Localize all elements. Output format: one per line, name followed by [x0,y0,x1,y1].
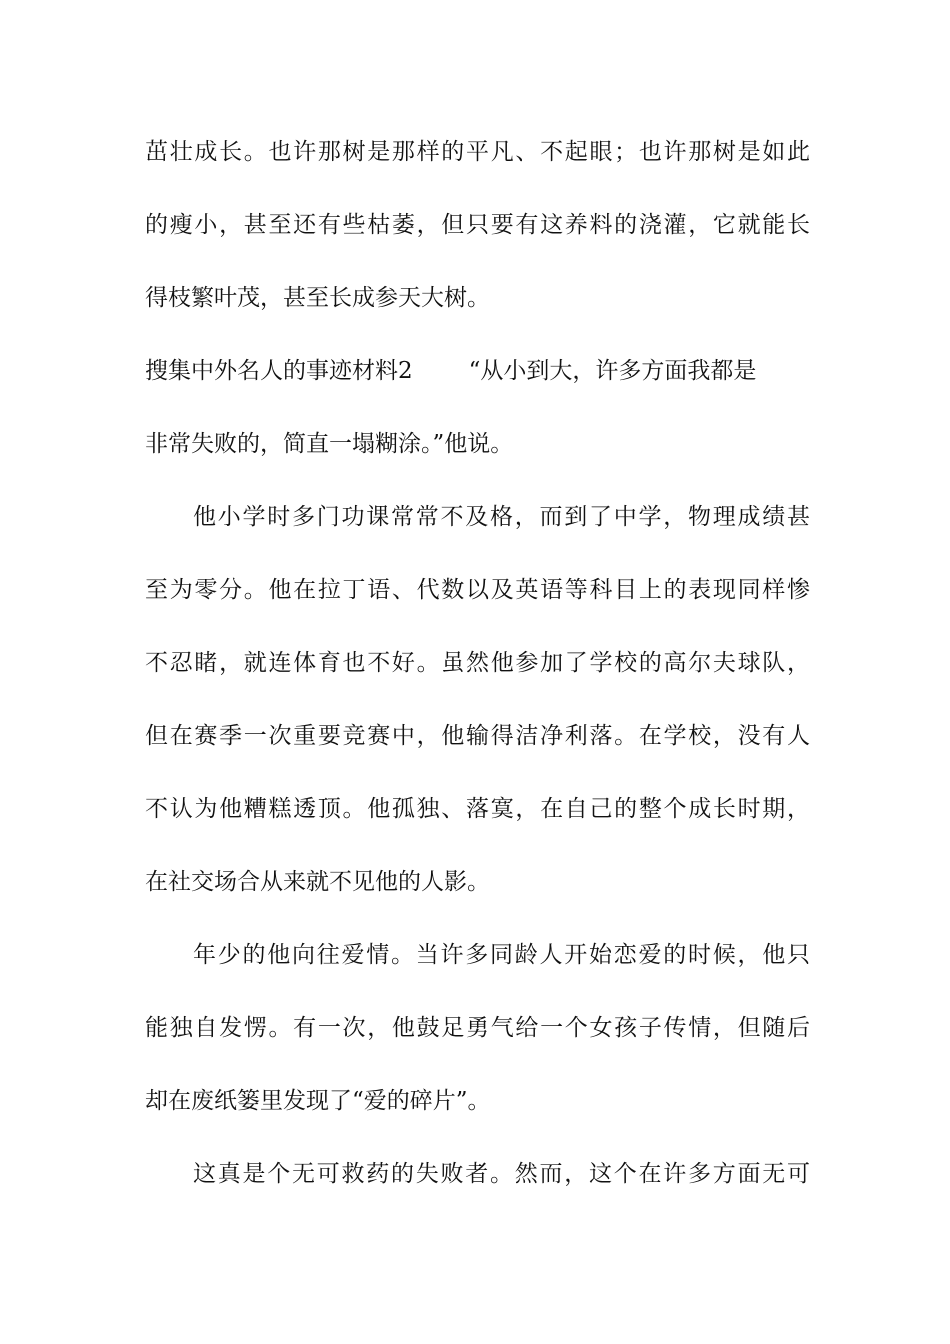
text-line: 至为零分。他在拉丁语、代数以及英语等科目上的表现同样惨 [145,577,810,603]
heading-quote: “从小到大，许多方面我都是 [468,358,757,384]
section-heading-line [145,351,810,391]
section-heading: 搜集中外名人的事迹材料2 [145,358,413,384]
text-line: 非常失败的，简直一塌糊涂。”他说。 [145,431,514,457]
paragraph-first-line: 他小学时多门功课常常不及格，而到了中学，物理成绩甚 [193,504,810,530]
text-line: 茁壮成长。也许那树是那样的平凡、不起眼；也许那树是如此 [145,139,810,165]
text-line: 在社交场合从来就不见他的人影。 [145,869,490,895]
text-line: 不认为他糟糕透顶。他孤独、落寞，在自己的整个成长时期， [145,796,810,822]
text-line: 不忍睹，就连体育也不好。虽然他参加了学校的高尔夫球队， [145,650,810,676]
text-line: 的瘦小，甚至还有些枯萎，但只要有这养料的浇灌，它就能长 [145,212,810,238]
text-line: 能独自发愣。有一次，他鼓足勇气给一个女孩子传情，但随后 [145,1015,810,1041]
text-line: 但在赛季一次重要竞赛中，他输得洁净利落。在学校，没有人 [145,723,810,749]
paragraph-first-line: 这真是个无可救药的失败者。然而，这个在许多方面无可 [193,1161,810,1187]
paragraph-first-line: 年少的他向往爱情。当许多同龄人开始恋爱的时候，他只 [193,942,810,968]
text-line: 得枝繁叶茂，甚至长成参天大树。 [145,285,490,311]
text-line: 却在废纸篓里发现了“爱的碎片”。 [145,1088,491,1114]
